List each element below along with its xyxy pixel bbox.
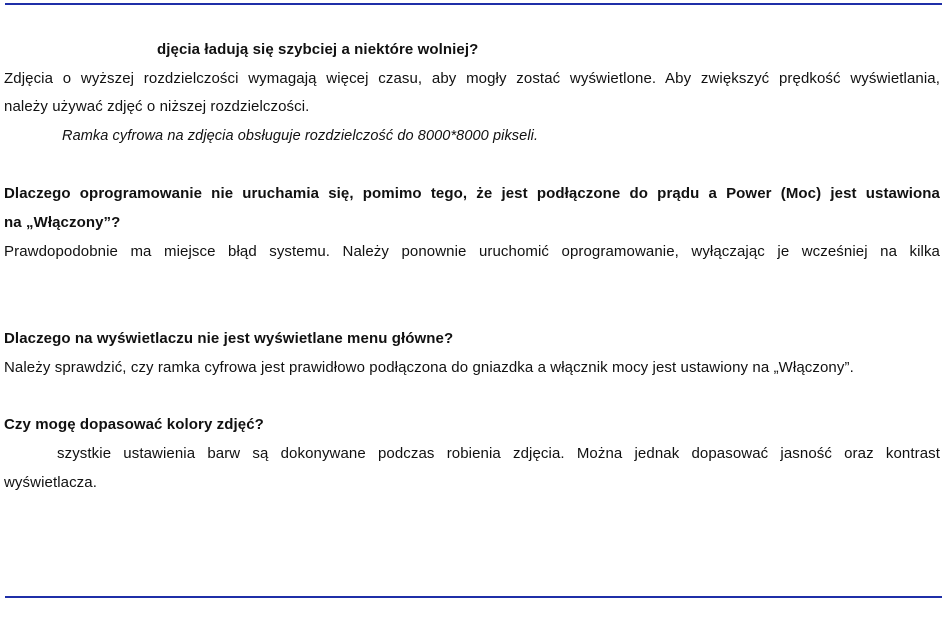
- faq-note-1: Ramka cyfrowa na zdjęcia obsługuje rozdzielczość do 8000*8000 pikseli.: [62, 128, 539, 144]
- faq-question-2-line-1: Dlaczego oprogramowanie nie uruchamia się, pomimo tego, że jest podłączone do prądu a Power (Moc) jest ustawiona: [4, 185, 940, 202]
- faq-answer-3: Należy sprawdzić, czy ramka cyfrowa jest prawidłowo podłączona do gniazdka a włącznik mocy jest ustawiony na „Włączony”.: [4, 359, 854, 376]
- faq-question-2-line-2: na „Włączony”?: [4, 214, 121, 231]
- faq-question-4: Czy mogę dopasować kolory zdjęć?: [4, 416, 264, 433]
- faq-answer-1-line-2: należy używać zdjęć o niższej rozdzielczości.: [4, 98, 310, 115]
- bottom-divider: [5, 596, 942, 598]
- top-divider: [5, 3, 942, 5]
- faq-answer-2-line-1: Prawdopodobnie ma miejsce błąd systemu. Należy ponownie uruchomić oprogramowanie, wyłączając je wcześniej na kilka: [4, 243, 940, 260]
- faq-question-3: Dlaczego na wyświetlaczu nie jest wyświetlane menu główne?: [4, 330, 454, 347]
- faq-answer-4-line-2: wyświetlacza.: [4, 474, 97, 491]
- faq-answer-1-line-1: Zdjęcia o wyższej rozdzielczości wymagają więcej czasu, aby mogły zostać wyświetlone. Aby zwiększyć prędkość wyświetlania,: [4, 70, 940, 87]
- faq-answer-4-line-1: szystkie ustawienia barw są dokonywane podczas robienia zdjęcia. Można jednak dopasować jasność oraz kontrast: [57, 445, 940, 462]
- faq-question-1: djęcia ładują się szybciej a niektóre wolniej?: [157, 41, 479, 58]
